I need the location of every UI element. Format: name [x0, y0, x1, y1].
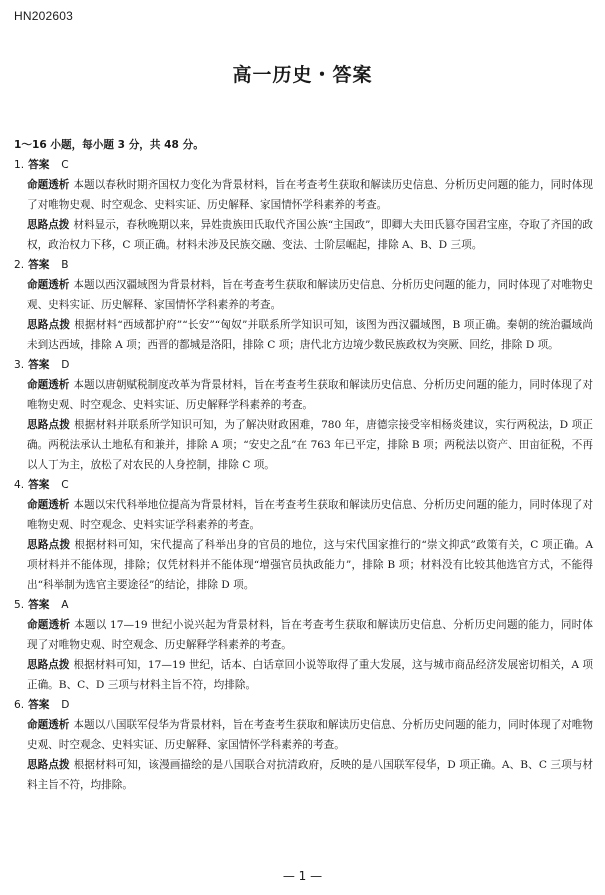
hint-text: 根据材料可知，该漫画描绘的是八国联合对抗清政府，反映的是八国联军侵华，D 项正确。A、B、C 三项与材料主旨不符，均排除。: [27, 759, 594, 791]
question-answer-line: [14, 155, 593, 175]
hint-paragraph: [14, 315, 593, 355]
answer-choice: D: [61, 359, 70, 371]
analysis-text: 本题以春秋时期齐国权力变化为背景材料，旨在考查考生获取和解读历史信息、分析历史问题的能力，同时体现了对唯物史观、时空观念、史料实证、历史解释、家国情怀学科素养的考查。: [27, 179, 594, 211]
analysis-label: 命题透析: [27, 499, 70, 511]
hint-paragraph: [14, 215, 593, 255]
answer-label: 答案: [28, 599, 50, 611]
hint-paragraph: [14, 535, 593, 595]
answer-label: 答案: [28, 159, 50, 171]
question-answer-line: [14, 475, 593, 495]
analysis-label: 命题透析: [27, 719, 70, 731]
document-title: 高一历史・答案: [232, 64, 373, 86]
hint-paragraph: [14, 755, 593, 795]
question-answer-line: [14, 255, 593, 275]
hint-label: 思路点拨: [27, 219, 70, 231]
answer-choice: D: [61, 699, 70, 711]
question-block: [14, 595, 593, 695]
answer-content: [14, 135, 593, 795]
analysis-text: 本题以西汉疆域图为背景材料，旨在考查考生获取和解读历史信息、分析历史问题的能力，同时体现了对唯物史观、史料实证、历史解释、家国情怀学科素养的考查。: [27, 279, 594, 311]
analysis-text: 本题以八国联军侵华为背景材料，旨在考查考生获取和解读历史信息、分析历史问题的能力，同时体现了对唯物史观、时空观念、史料实证、历史解释、家国情怀学科素养的考查。: [27, 719, 594, 751]
question-block: [14, 255, 593, 355]
analysis-label: 命题透析: [27, 619, 71, 631]
question-number: 6.: [14, 699, 25, 711]
analysis-text: 本题以 17—19 世纪小说兴起为背景材料，旨在考查考生获取和解读历史信息、分析历史问题的能力，同时体现了对唯物史观、时空观念、历史解释学科素养的考查。: [27, 619, 594, 651]
analysis-paragraph: [14, 375, 593, 415]
question-number: 1.: [14, 159, 25, 171]
hint-label: 思路点拨: [27, 539, 71, 551]
hint-label: 思路点拨: [27, 419, 70, 431]
question-block: [14, 155, 593, 255]
analysis-paragraph: [14, 615, 593, 655]
analysis-text: 本题以唐朝赋税制度改革为背景材料，旨在考查考生获取和解读历史信息、分析历史问题的能力，同时体现了对唯物史观、时空观念、史料实证、历史解释学科素养的考查。: [27, 379, 594, 411]
question-number: 3.: [14, 359, 25, 371]
question-block: [14, 475, 593, 595]
hint-paragraph: [14, 415, 593, 475]
question-answer-line: [14, 595, 593, 615]
question-number: 5.: [14, 599, 25, 611]
question-list: [14, 155, 593, 795]
analysis-paragraph: [14, 715, 593, 755]
document-code: HN202603: [14, 9, 73, 23]
analysis-label: 命题透析: [27, 379, 70, 391]
analysis-paragraph: [14, 495, 593, 535]
analysis-text: 本题以宋代科举地位提高为背景材料，旨在考查考生获取和解读历史信息、分析历史问题的能力，同时体现了对唯物史观、时空观念、史料实证学科素养的考查。: [27, 499, 594, 531]
hint-label: 思路点拨: [27, 759, 70, 771]
hint-paragraph: [14, 655, 593, 695]
page-number: — 1 —: [282, 869, 323, 883]
section-intro: 1～16 小题，每小题 3 分，共 48 分。: [14, 139, 204, 151]
answer-choice: B: [61, 259, 69, 271]
question-number: 2.: [14, 259, 25, 271]
answer-label: 答案: [28, 479, 50, 491]
question-answer-line: [14, 355, 593, 375]
analysis-label: 命题透析: [27, 179, 70, 191]
answer-choice: C: [61, 159, 69, 171]
analysis-paragraph: [14, 275, 593, 315]
hint-text: 根据材料可知，17—19 世纪，话本、白话章回小说等取得了重大发展，这与城市商品经济发展密切相关，A 项正确。B、C、D 三项与材料主旨不符，均排除。: [27, 659, 594, 691]
answer-label: 答案: [28, 359, 50, 371]
answer-label: 答案: [28, 259, 50, 271]
hint-label: 思路点拨: [27, 659, 70, 671]
answer-choice: A: [61, 599, 69, 611]
hint-text: 根据材料并联系所学知识可知，为了解决财政困难，780 年，唐德宗接受宰相杨炎建议，实行两税法，D 项正确。两税法承认土地私有和兼并，排除 A 项；“安史之乱”在 763 年已平定，排除 B 项；两税法以资产、田亩征税，不再以人丁为主，放松了对农民的人身控制，排除 C 项。: [27, 419, 594, 471]
hint-text: 材料显示，春秋晚期以来，异姓贵族田氏取代齐国公族“主国政”，即卿大夫田氏篡夺国君宝座，夺取了齐国的政权，政治权力下移，C 项正确。材料未涉及民族交融、变法、士阶层崛起，排除 A、B、D 三项。: [27, 219, 594, 251]
answer-choice: C: [61, 479, 69, 491]
question-number: 4.: [14, 479, 25, 491]
answer-label: 答案: [28, 699, 50, 711]
analysis-label: 命题透析: [27, 279, 70, 291]
question-block: [14, 355, 593, 475]
analysis-paragraph: [14, 175, 593, 215]
hint-text: 根据材料可知，宋代提高了科举出身的官员的地位，这与宋代国家推行的“崇文抑武”政策有关，C 项正确。A 项材料并不能体现，排除；仅凭材料并不能体现“增强官员执政能力”，排除 B 项；材料没有比较其他选官方式，不能得出“科举制为选官主要途径”的结论，排除 D 项。: [27, 539, 594, 591]
hint-label: 思路点拨: [27, 319, 71, 331]
question-block: [14, 695, 593, 795]
question-answer-line: [14, 695, 593, 715]
hint-text: 根据材料“西域都护府”“长安”“匈奴”并联系所学知识可知，该图为西汉疆域图，B 项正确。秦朝的统治疆域尚未到达西域，排除 A 项；西晋的都城是洛阳，排除 C 项；唐代北方边境少数民族政权为突厥、回纥，排除 D 项。: [27, 319, 593, 351]
